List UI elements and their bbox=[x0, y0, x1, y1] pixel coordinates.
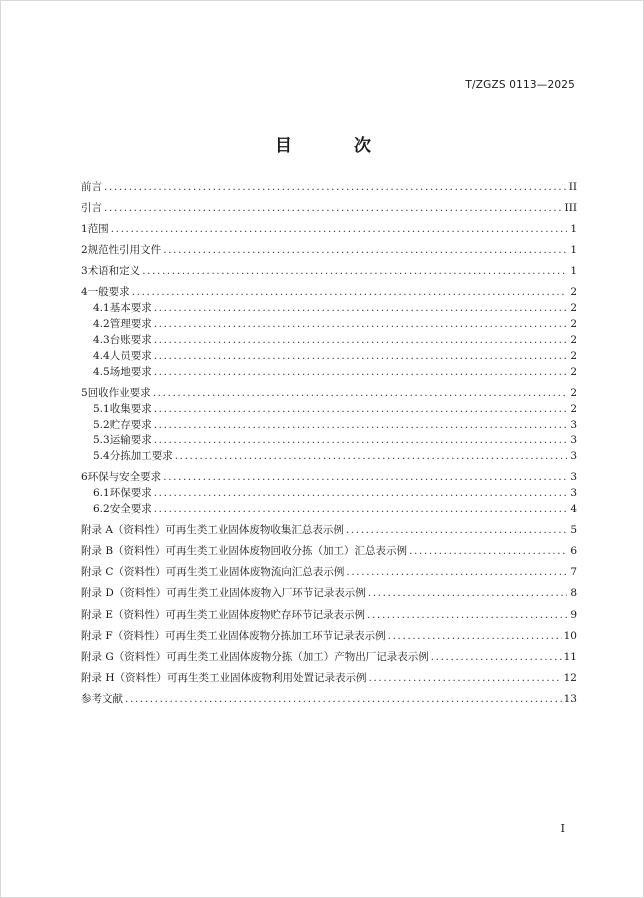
dot-leader bbox=[142, 264, 567, 278]
toc-page-number: 2 bbox=[570, 334, 577, 346]
toc-page-number: 13 bbox=[563, 693, 577, 705]
toc-page-number: 6 bbox=[570, 545, 577, 557]
toc-page-number: 2 bbox=[570, 318, 577, 330]
dot-leader bbox=[153, 386, 567, 400]
appendix-label: 附录 D（资料性） bbox=[81, 587, 167, 599]
toc-section-number: 6.1 bbox=[93, 487, 110, 499]
dot-leader bbox=[154, 433, 567, 447]
toc-section-number: 4.5 bbox=[93, 366, 110, 378]
toc-entry-subsection[interactable] bbox=[93, 349, 577, 363]
toc-entry-introduction[interactable] bbox=[81, 201, 577, 215]
toc-entry-subsection[interactable] bbox=[93, 301, 577, 315]
dot-leader bbox=[104, 201, 563, 215]
toc-page-number: 3 bbox=[570, 487, 577, 499]
appendix-label: 附录 F（资料性） bbox=[81, 630, 166, 642]
toc-section-number: 4.1 bbox=[93, 302, 110, 314]
toc-section-number: 4.2 bbox=[93, 318, 110, 330]
dot-leader bbox=[111, 222, 567, 236]
toc-section-number: 5.2 bbox=[93, 419, 110, 431]
toc-section-number: 2 bbox=[81, 244, 88, 256]
toc-section-number: 5.4 bbox=[93, 450, 110, 462]
toc-entry-text: 可再生类工业固体废物利用处置记录表示例 bbox=[167, 672, 367, 684]
toc-entry-text: 参考文献 bbox=[81, 693, 123, 705]
toc-entry-text: 运输要求 bbox=[109, 434, 152, 446]
toc-page-number: II bbox=[568, 181, 577, 193]
toc-entry-text: 环保要求 bbox=[109, 487, 152, 499]
toc-entry-text: 收集要求 bbox=[109, 403, 152, 415]
dot-leader bbox=[431, 650, 562, 664]
toc-page-number: 11 bbox=[563, 651, 577, 663]
toc-entry-appendix-e[interactable] bbox=[81, 608, 577, 622]
appendix-label: 附录 E（资料性） bbox=[81, 609, 166, 621]
dot-leader bbox=[154, 502, 567, 516]
toc-entry-bibliography[interactable] bbox=[81, 692, 577, 706]
toc-entry-subsection[interactable] bbox=[93, 433, 577, 447]
toc-page-number: 9 bbox=[570, 609, 577, 621]
toc-entry-appendix-b[interactable] bbox=[81, 544, 577, 558]
toc-section-number: 4.3 bbox=[93, 334, 110, 346]
toc-page-number: 8 bbox=[570, 587, 577, 599]
toc-page-number: 3 bbox=[570, 450, 577, 462]
appendix-label: 附录 C（资料性） bbox=[81, 566, 166, 578]
dot-leader bbox=[154, 365, 567, 379]
dot-leader bbox=[154, 333, 567, 347]
toc-entry-subsection[interactable] bbox=[93, 486, 577, 500]
toc-page-number: 1 bbox=[570, 265, 577, 277]
dot-leader bbox=[369, 671, 562, 685]
toc-entry-subsection[interactable] bbox=[93, 449, 577, 463]
dot-leader bbox=[104, 180, 567, 194]
toc-page-number: 4 bbox=[570, 503, 577, 515]
toc-page-number: 2 bbox=[570, 286, 577, 298]
toc-entry-subsection[interactable] bbox=[93, 333, 577, 347]
toc-page-number: III bbox=[564, 202, 577, 214]
toc-entry-appendix-c[interactable] bbox=[81, 565, 577, 579]
toc-entry-section[interactable] bbox=[81, 222, 577, 236]
toc-page-number: 10 bbox=[563, 630, 577, 642]
toc-entry-subsection[interactable] bbox=[93, 402, 577, 416]
dot-leader bbox=[154, 418, 567, 432]
toc-entry-section[interactable] bbox=[81, 285, 577, 299]
toc-page-number: 3 bbox=[570, 434, 577, 446]
toc-page-number: 12 bbox=[563, 672, 577, 684]
toc-entry-text: 回收作业要求 bbox=[87, 387, 151, 399]
toc-section-number: 6.2 bbox=[93, 503, 110, 515]
dot-leader bbox=[154, 349, 567, 363]
toc-entry-text: 可再生类工业固体废物收集汇总表示例 bbox=[165, 524, 344, 536]
dot-leader bbox=[132, 285, 567, 299]
toc-entry-text: 一般要求 bbox=[87, 286, 130, 298]
toc-entry-section[interactable] bbox=[81, 470, 577, 484]
toc-entry-text: 可再生类工业固体废物分拣（加工）产物出厂记录表示例 bbox=[166, 651, 429, 663]
toc-entry-text: 可再生类工业固体废物分拣加工环节记录表示例 bbox=[165, 630, 386, 642]
toc-entry-text: 引言 bbox=[81, 202, 102, 214]
toc-page-number: 1 bbox=[570, 244, 577, 256]
toc-entry-text: 环保与安全要求 bbox=[87, 471, 162, 483]
dot-leader bbox=[154, 317, 567, 331]
toc-entry-text: 人员要求 bbox=[109, 350, 152, 362]
toc-entry-text: 规范性引用文件 bbox=[87, 244, 162, 256]
page-title: 目 次 bbox=[275, 136, 399, 156]
toc-entry-appendix-h[interactable] bbox=[81, 671, 577, 685]
toc-page-number: 1 bbox=[570, 223, 577, 235]
toc-entry-text: 术语和定义 bbox=[87, 265, 141, 277]
toc-entry-text: 可再生类工业固体废物回收分拣（加工）汇总表示例 bbox=[165, 545, 408, 557]
toc-section-number: 5.1 bbox=[93, 403, 110, 415]
toc-entry-subsection[interactable] bbox=[93, 502, 577, 516]
toc-entry-text: 场地要求 bbox=[109, 366, 152, 378]
toc-page-number: 7 bbox=[570, 566, 577, 578]
toc-page-number: 2 bbox=[570, 366, 577, 378]
toc-entry-text: 管理要求 bbox=[109, 318, 152, 330]
toc-page-number: 2 bbox=[570, 302, 577, 314]
toc-entry-section[interactable] bbox=[81, 243, 577, 257]
dot-leader bbox=[154, 402, 567, 416]
toc-section-number: 1 bbox=[81, 223, 88, 235]
toc-entry-text: 可再生类工业固体废物入厂环节记录表示例 bbox=[166, 587, 366, 599]
toc-entry-appendix-d[interactable] bbox=[81, 586, 577, 600]
toc-entry-subsection[interactable] bbox=[93, 418, 577, 432]
appendix-label: 附录 A（资料性） bbox=[81, 524, 166, 536]
dot-leader bbox=[346, 523, 567, 537]
footer-page-number: I bbox=[560, 822, 565, 835]
toc-section-number: 5.3 bbox=[93, 434, 110, 446]
toc-entry-text: 可再生类工业固体废物贮存环节记录表示例 bbox=[165, 609, 366, 621]
toc-entry-subsection[interactable] bbox=[93, 365, 577, 379]
toc-entry-text: 前言 bbox=[81, 181, 102, 193]
dot-leader bbox=[163, 243, 567, 257]
toc-page-number: 5 bbox=[570, 524, 577, 536]
toc-entry-text: 范围 bbox=[87, 223, 109, 235]
dot-leader bbox=[368, 586, 567, 600]
toc-entry-section[interactable] bbox=[81, 264, 577, 278]
appendix-label: 附录 H（资料性） bbox=[81, 672, 167, 684]
toc-page-number: 2 bbox=[570, 387, 577, 399]
toc-section-number: 4 bbox=[81, 286, 88, 298]
document-code: T/ZGZS 0113—2025 bbox=[465, 79, 575, 91]
toc-entry-text: 基本要求 bbox=[109, 302, 152, 314]
dot-leader bbox=[154, 301, 567, 315]
toc-entry-text: 安全要求 bbox=[109, 503, 152, 515]
toc-entry-foreword[interactable] bbox=[81, 180, 577, 194]
toc-section-number: 5 bbox=[81, 387, 88, 399]
toc-entry-text: 贮存要求 bbox=[109, 419, 152, 431]
dot-leader bbox=[125, 692, 562, 706]
toc-page-number: 3 bbox=[570, 419, 577, 431]
toc-page-number: 2 bbox=[570, 403, 577, 415]
toc-entry-text: 可再生类工业固体废物流向汇总表示例 bbox=[165, 566, 345, 578]
toc-entry-appendix-f[interactable] bbox=[81, 629, 577, 643]
toc-entry-text: 台账要求 bbox=[109, 334, 152, 346]
toc-page-number: 3 bbox=[570, 471, 577, 483]
toc-entry-appendix-g[interactable] bbox=[81, 650, 577, 664]
toc-page-number: 2 bbox=[570, 350, 577, 362]
appendix-label: 附录 G（资料性） bbox=[81, 651, 167, 663]
dot-leader bbox=[163, 470, 567, 484]
toc-section-number: 3 bbox=[81, 265, 88, 277]
dot-leader bbox=[154, 486, 567, 500]
dot-leader bbox=[367, 608, 567, 622]
dot-leader bbox=[346, 565, 567, 579]
appendix-label: 附录 B（资料性） bbox=[81, 545, 166, 557]
toc-section-number: 4.4 bbox=[93, 350, 110, 362]
toc-entry-text: 分拣加工要求 bbox=[109, 450, 173, 462]
toc-entry-subsection[interactable] bbox=[93, 317, 577, 331]
dot-leader bbox=[388, 629, 562, 643]
toc-entry-section[interactable] bbox=[81, 386, 577, 400]
toc-entry-appendix-a[interactable] bbox=[81, 523, 577, 537]
dot-leader bbox=[409, 544, 567, 558]
toc-section-number: 6 bbox=[81, 471, 88, 483]
dot-leader bbox=[175, 449, 567, 463]
